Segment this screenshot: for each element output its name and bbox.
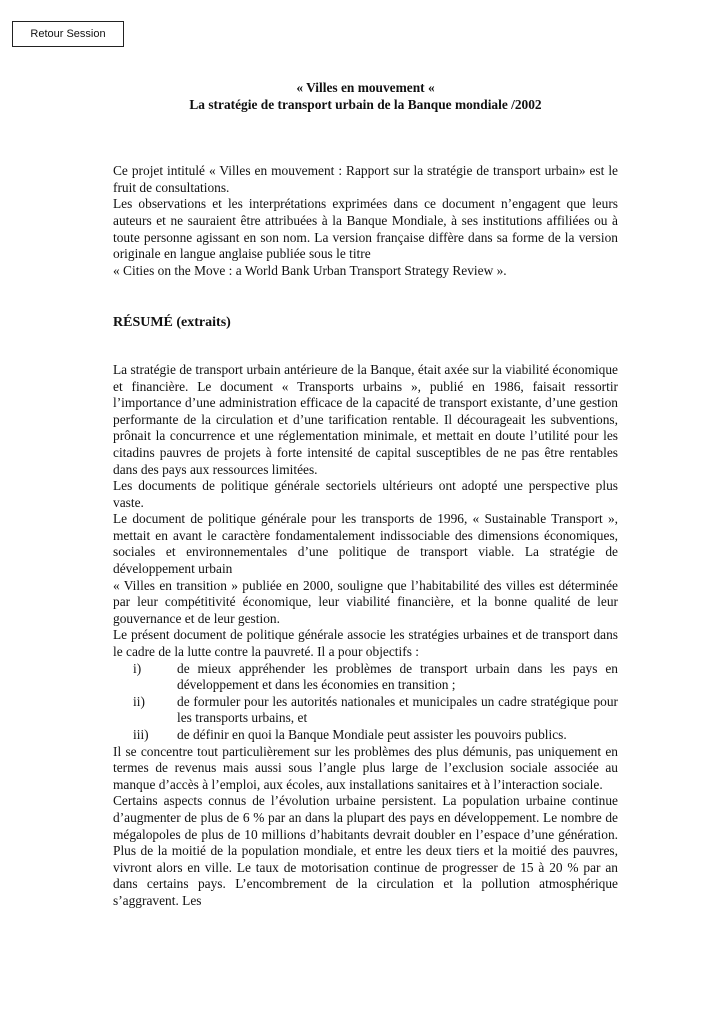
intro-paragraph: Ce projet intitulé « Villes en mouvement : Rapport sur la stratégie de transport urbain» est le fruit de consultations. <box>113 163 618 195</box>
document-body <box>113 80 618 910</box>
objective-text: de définir en quoi la Banque Mondiale peut assister les pouvoirs publics. <box>177 727 567 742</box>
summary-paragraph: « Villes en transition » publiée en 2000, souligne que l’habitabilité des villes est déterminée par leur compétitivité économique, leur viabilité financière, et la bonne qualité de leur gouvernance et de leur gestion. <box>113 577 618 626</box>
summary-paragraph: La stratégie de transport urbain antérieure de la Banque, était axée sur la viabilité économique et financière. Le document « Transports urbains », publié en 1986, faisait ressortir l’importance d’une administration efficace de la capacité de transport existante, d’une gestion performante de la circulation et d’une tarification rentable. Il décourageait les subventions, prônait la concurrence et une réglementation minimale, et mettait en doute l’utilité pour les citadins pauvres de projets à forte intensité de capital susceptibles de ne pas être rentables dans des pays aux ressources limitées. <box>113 361 618 477</box>
summary-heading: RÉSUMÉ (extraits) <box>113 315 231 331</box>
objective-item <box>113 661 618 694</box>
objective-number: iii) <box>133 727 149 742</box>
objective-number: ii) <box>133 693 145 709</box>
summary-paragraph: Les documents de politique générale sectoriels ultérieurs ont adopté une perspective plus vaste. <box>113 478 618 510</box>
objective-text: de formuler pour les autorités nationales et municipales un cadre stratégique pour les transports urbains, et <box>177 693 618 726</box>
summary-paragraph: Il se concentre tout particulièrement sur les problèmes des plus démunis, pas uniquement en termes de revenus mais aussi sous l’angle plus large de l’exclusion sociale associée au manque d’accès à l’emploi, aux écoles, aux installations sanitaires et à l’interaction sociale. <box>113 743 618 792</box>
retour-session-button[interactable]: Retour Session <box>12 21 124 47</box>
objective-text: de mieux appréhender les problèmes de transport urbain dans les pays en développement et dans les économies en transition ; <box>177 660 618 693</box>
summary-section <box>113 362 618 910</box>
title-line-1: « Villes en mouvement « <box>296 80 435 95</box>
objective-item <box>113 727 618 744</box>
intro-paragraph: Les observations et les interprétations exprimées dans ce document n’engagent que leurs auteurs et ne sauraient être attribuées à la Banque Mondiale, à ses institutions affiliées ou à toute personne agissant en son nom. La version française diffère dans sa forme de la version originale en langue anglaise publiée sous le titre <box>113 196 618 262</box>
title-line-2: La stratégie de transport urbain de la Banque mondiale /2002 <box>189 96 542 112</box>
summary-paragraph: Le document de politique générale pour les transports de 1996, « Sustainable Transport », mettait en avant le caractère fondamentalement indissociable des dimensions économiques, sociales et environnementales d’une politique de transport viable. La stratégie de développement urbain <box>113 511 618 577</box>
intro-section <box>113 163 618 279</box>
objective-number: i) <box>133 660 142 676</box>
objectives-list <box>113 661 618 744</box>
summary-paragraph: Le présent document de politique générale associe les stratégies urbaines et de transport dans le cadre de la lutte contre la pauvreté. Il a pour objectifs : <box>113 627 618 660</box>
objective-item <box>113 694 618 727</box>
intro-paragraph: « Cities on the Move : a World Bank Urban Transport Strategy Review ». <box>113 262 507 278</box>
summary-paragraph: Certains aspects connus de l’évolution urbaine persistent. La population urbaine continue d’augmenter de plus de 6 % par an dans la plupart des pays en développement. Le nombre de mégalopoles de plus de 10 millions d’habitants devrait doubler en l’espace d’une génération. Plus de la moitié de la population mondiale, et entre les deux tiers et la moitié des pauvres, vivront alors en ville. Le taux de motorisation continue de progresser de 15 à 20 % par an dans certains pays. L’encombrement de la circulation et la pollution atmosphérique s’aggravent. Les <box>113 793 618 908</box>
